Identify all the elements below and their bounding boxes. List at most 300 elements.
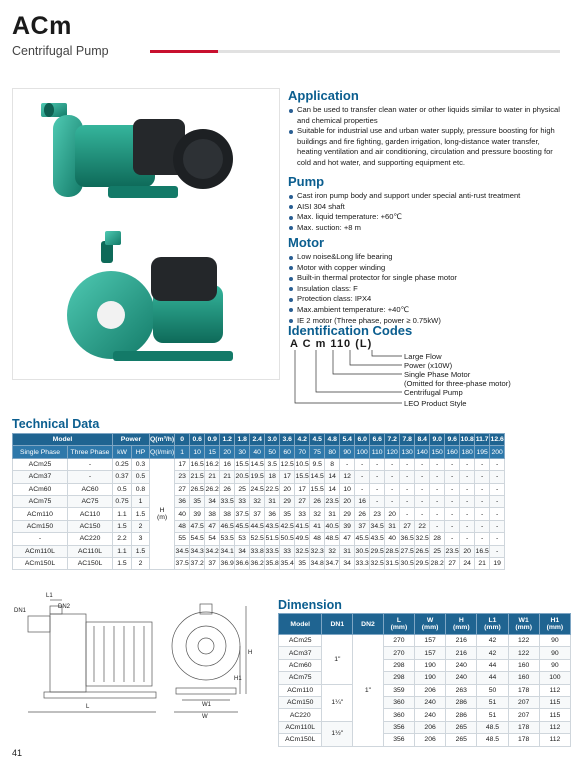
cell-head-value: 34.8 bbox=[310, 557, 325, 569]
dim-col-header bbox=[446, 614, 477, 635]
col-header-flow-lmin: 30 bbox=[235, 446, 250, 458]
col-header-flow-lmin: 80 bbox=[325, 446, 340, 458]
cell-head-value: 29 bbox=[280, 495, 295, 507]
dim-col-name: W bbox=[426, 617, 434, 624]
cell-head-value: 15.5 bbox=[310, 483, 325, 495]
motor-item: IE 2 motor (Three phase, power ≥ 0.75kW) bbox=[288, 316, 560, 327]
pump-heading: Pump bbox=[288, 174, 325, 189]
cell-head-value: 20 bbox=[460, 545, 475, 557]
motor-heading: Motor bbox=[288, 235, 325, 250]
cell-head-value: - bbox=[430, 483, 445, 495]
dim-col-header bbox=[383, 614, 414, 635]
cell-head-value: 38 bbox=[220, 508, 235, 520]
pump-illustration bbox=[13, 89, 279, 379]
cell-head-value: - bbox=[415, 471, 430, 483]
cell-h1: 100 bbox=[539, 672, 570, 684]
cell-head-value: 55 bbox=[175, 533, 190, 545]
col-header-flow-lmin: 90 bbox=[340, 446, 355, 458]
cell-kw: 1.5 bbox=[113, 520, 132, 532]
cell-head-value: 19.5 bbox=[250, 471, 265, 483]
identification-code: A C m 110 (L) bbox=[290, 338, 373, 350]
cell-l: 298 bbox=[383, 672, 414, 684]
col-header-model: Model bbox=[13, 434, 113, 446]
pump-photo-bottom bbox=[67, 231, 233, 361]
cell-head-value: - bbox=[445, 508, 460, 520]
cell-head-value: 21.5 bbox=[190, 471, 205, 483]
cell-hp: 2 bbox=[132, 520, 150, 532]
cell-head-value: 37 bbox=[250, 508, 265, 520]
cell-w: 190 bbox=[415, 672, 446, 684]
drawing-label-dn1: DN1 bbox=[14, 608, 27, 614]
cell-head-value: 53.5 bbox=[220, 533, 235, 545]
cell-l1: 51 bbox=[477, 696, 508, 708]
cell-head-value: 40 bbox=[385, 533, 400, 545]
cell-head-value: 32 bbox=[325, 545, 340, 557]
dimension-heading: Dimension bbox=[278, 598, 342, 612]
cell-head-value: 45.5 bbox=[235, 520, 250, 532]
cell-head-value: - bbox=[430, 508, 445, 520]
cell-head-value: 35 bbox=[295, 557, 310, 569]
cell-head-value: 16.2 bbox=[205, 458, 220, 470]
dim-col-header bbox=[477, 614, 508, 635]
cell-head-value: 35 bbox=[190, 495, 205, 507]
cell-head-value: 36 bbox=[175, 495, 190, 507]
cell-head-value: 26 bbox=[220, 483, 235, 495]
cell-model: ACm37 bbox=[279, 647, 322, 659]
pump-list bbox=[288, 191, 560, 233]
cell-kw: 1.5 bbox=[113, 557, 132, 569]
col-header-flow: 2.4 bbox=[250, 434, 265, 446]
cell-three-phase: AC110L bbox=[68, 545, 113, 557]
cell-head-value: - bbox=[385, 483, 400, 495]
cell-head-value: 33 bbox=[295, 508, 310, 520]
cell-kw: 1.1 bbox=[113, 508, 132, 520]
cell-head-value: 27 bbox=[175, 483, 190, 495]
cell-kw: 2.2 bbox=[113, 533, 132, 545]
cell-head-value: 48.5 bbox=[325, 533, 340, 545]
cell-head-value: 24.5 bbox=[250, 483, 265, 495]
cell-l: 356 bbox=[383, 721, 414, 733]
cell-head-value: - bbox=[445, 458, 460, 470]
cell-hp: 0.3 bbox=[132, 458, 150, 470]
cell-head-value: 18 bbox=[265, 471, 280, 483]
cell-head-value: 34.1 bbox=[220, 545, 235, 557]
cell-head-value: 20.5 bbox=[235, 471, 250, 483]
cell-head-value: - bbox=[475, 495, 490, 507]
cell-model: ACm150L bbox=[279, 734, 322, 746]
cell-w1: 160 bbox=[508, 659, 539, 671]
cell-head-value: 36.2 bbox=[250, 557, 265, 569]
cell-head-value: - bbox=[475, 520, 490, 532]
cell-h1: 90 bbox=[539, 635, 570, 647]
cell-h1: 115 bbox=[539, 696, 570, 708]
cell-head-value: 39 bbox=[340, 520, 355, 532]
cell-head-value: 17 bbox=[175, 458, 190, 470]
application-item: Can be used to transfer clean water or other liquids similar to water in physical and chemical properties bbox=[288, 105, 560, 126]
application-heading: Application bbox=[288, 88, 359, 103]
cell-head-value: 12 bbox=[340, 471, 355, 483]
cell-head-value: 20 bbox=[280, 483, 295, 495]
cell-model: ACm150 bbox=[279, 696, 322, 708]
dim-col-name: H1 bbox=[550, 617, 560, 624]
cell-l: 270 bbox=[383, 635, 414, 647]
cell-head-value: 37 bbox=[205, 557, 220, 569]
cell-head-value: 49.5 bbox=[295, 533, 310, 545]
cell-head-value: 37.5 bbox=[235, 508, 250, 520]
cell-h: 216 bbox=[446, 647, 477, 659]
table-row bbox=[13, 495, 505, 507]
table-row bbox=[279, 684, 571, 696]
cell-head-value: 48 bbox=[175, 520, 190, 532]
cell-head-value: - bbox=[415, 483, 430, 495]
cell-head-value: 31.5 bbox=[385, 557, 400, 569]
col-header-flow: 9.6 bbox=[445, 434, 460, 446]
brand-title: ACm bbox=[12, 12, 72, 40]
cell-model: ACm60 bbox=[279, 659, 322, 671]
cell-head-value: 20 bbox=[340, 495, 355, 507]
cell-head-value: 27 bbox=[295, 495, 310, 507]
cell-head-value: - bbox=[355, 458, 370, 470]
side-view-drawing bbox=[172, 604, 246, 712]
cell-head-value: 28 bbox=[430, 533, 445, 545]
cell-head-value: - bbox=[460, 483, 475, 495]
cell-three-phase: AC60 bbox=[68, 483, 113, 495]
col-header-flow: 3.0 bbox=[265, 434, 280, 446]
cell-head-value: 36 bbox=[265, 508, 280, 520]
col-header-flow: 0.9 bbox=[205, 434, 220, 446]
cell-head-value: 31 bbox=[385, 520, 400, 532]
dim-col-unit: (mm) bbox=[546, 624, 564, 631]
cell-head-value: 52.5 bbox=[250, 533, 265, 545]
cell-head-value: 47 bbox=[205, 520, 220, 532]
table-row bbox=[13, 458, 505, 470]
drawing-label-l: L bbox=[86, 704, 90, 710]
cell-head-value: 33.5 bbox=[220, 495, 235, 507]
col-header-flow-lmin: 150 bbox=[430, 446, 445, 458]
cell-head-value: - bbox=[385, 458, 400, 470]
cell-head-value: 51.5 bbox=[265, 533, 280, 545]
cell-head-value: 28.5 bbox=[385, 545, 400, 557]
cell-head-value: - bbox=[490, 458, 505, 470]
col-header-q-m3h: Q(m³/h) bbox=[150, 434, 175, 446]
col-header-flow: 10.8 bbox=[460, 434, 475, 446]
cell-head-value: - bbox=[490, 483, 505, 495]
dim-col-header bbox=[415, 614, 446, 635]
cell-head-value: 3.5 bbox=[265, 458, 280, 470]
technical-heading: Technical Data bbox=[12, 417, 100, 431]
cell-head-value: 46.5 bbox=[220, 520, 235, 532]
cell-head-value: 33 bbox=[235, 495, 250, 507]
cell-head-value: - bbox=[415, 495, 430, 507]
cell-h1: 90 bbox=[539, 647, 570, 659]
cell-head-value: 26.5 bbox=[415, 545, 430, 557]
page-number: 41 bbox=[12, 748, 23, 758]
cell-head-value: 22.5 bbox=[265, 483, 280, 495]
cell-head-value: - bbox=[340, 458, 355, 470]
cell-head-value: - bbox=[445, 471, 460, 483]
dim-col-header bbox=[353, 614, 384, 635]
dimension-table bbox=[278, 613, 571, 747]
table-header-row bbox=[13, 434, 505, 446]
table-row bbox=[13, 471, 505, 483]
header-rule-accent bbox=[150, 50, 218, 53]
cell-hp: 0.8 bbox=[132, 483, 150, 495]
cell-single-phase: ACm110L bbox=[13, 545, 68, 557]
col-header-flow-lmin: 10 bbox=[190, 446, 205, 458]
cell-head-value: 36.6 bbox=[235, 557, 250, 569]
cell-head-value: 31 bbox=[325, 508, 340, 520]
cell-head-value: 28.2 bbox=[430, 557, 445, 569]
cell-head-value: - bbox=[430, 471, 445, 483]
col-header-q-lmin: Q(l/min) bbox=[150, 446, 175, 458]
cell-model: ACm75 bbox=[279, 672, 322, 684]
cell-l1: 48.5 bbox=[477, 734, 508, 746]
cell-h: 216 bbox=[446, 635, 477, 647]
cell-h: 240 bbox=[446, 659, 477, 671]
id-heading-wrap bbox=[288, 323, 412, 338]
dim-col-unit: (mm) bbox=[452, 624, 470, 631]
col-header-flow: 11.7 bbox=[475, 434, 490, 446]
cell-single-phase: ACm150L bbox=[13, 557, 68, 569]
cell-head-value: - bbox=[490, 520, 505, 532]
cell-single-phase: ACm25 bbox=[13, 458, 68, 470]
cell-head-value: - bbox=[400, 508, 415, 520]
cell-head-value: 34 bbox=[235, 545, 250, 557]
dimension-drawings bbox=[14, 596, 262, 724]
cell-model: AC220 bbox=[279, 709, 322, 721]
cell-head-value: - bbox=[475, 458, 490, 470]
cell-head-value: - bbox=[370, 471, 385, 483]
dim-col-unit: (mm) bbox=[484, 624, 501, 631]
cell-head-value: 32.3 bbox=[310, 545, 325, 557]
cell-head-value: 17 bbox=[295, 483, 310, 495]
drawing-label-w1: W1 bbox=[202, 702, 211, 708]
col-header-single-phase: Single Phase bbox=[13, 446, 68, 458]
cell-head-value: - bbox=[445, 483, 460, 495]
cell-h1: 115 bbox=[539, 709, 570, 721]
col-header-flow: 0 bbox=[175, 434, 190, 446]
cell-three-phase: AC75 bbox=[68, 495, 113, 507]
cell-head-value: - bbox=[400, 471, 415, 483]
cell-three-phase: - bbox=[68, 471, 113, 483]
cell-head-label bbox=[150, 458, 175, 570]
dim-header-row bbox=[279, 614, 571, 635]
col-header-flow: 12.6 bbox=[490, 434, 505, 446]
table-row bbox=[13, 508, 505, 520]
cell-head-value: 34.5 bbox=[370, 520, 385, 532]
drawing-label-l1: L1 bbox=[46, 593, 53, 599]
cell-head-value: 41 bbox=[310, 520, 325, 532]
cell-head-value: 14 bbox=[325, 483, 340, 495]
table-row bbox=[279, 635, 571, 647]
dim-col-unit: (mm) bbox=[421, 624, 439, 631]
cell-head-value: 54.5 bbox=[190, 533, 205, 545]
col-header-kw: kW bbox=[113, 446, 132, 458]
cell-head-value: 33.5 bbox=[265, 545, 280, 557]
cell-h: 286 bbox=[446, 709, 477, 721]
cell-head-value: 36.5 bbox=[400, 533, 415, 545]
cell-head-value: 48 bbox=[310, 533, 325, 545]
cell-head-value: 27 bbox=[445, 557, 460, 569]
cell-head-value: 8 bbox=[325, 458, 340, 470]
cell-head-value: 10 bbox=[340, 483, 355, 495]
cell-hp: 3 bbox=[132, 533, 150, 545]
cell-head-value: 43.5 bbox=[370, 533, 385, 545]
id-label-large-flow: Large Flow bbox=[404, 352, 442, 361]
cell-head-value: 47 bbox=[340, 533, 355, 545]
application-item: Suitable for industrial use and urban water supply, pressure boosting for high buildings and fire fighting, garden irrigation, long-distance water transfer, heating ventilation and air conditioning, circulation and pressure boosting for cold and hot water, and supporting equipment etc. bbox=[288, 126, 560, 168]
cell-head-value: 34.5 bbox=[175, 545, 190, 557]
cell-head-value: - bbox=[490, 545, 505, 557]
cell-head-value: 16 bbox=[220, 458, 235, 470]
cell-h: 265 bbox=[446, 721, 477, 733]
application-section bbox=[288, 88, 560, 169]
cell-model: ACm25 bbox=[279, 635, 322, 647]
cell-kw: 0.75 bbox=[113, 495, 132, 507]
cell-head-value: 21 bbox=[205, 471, 220, 483]
cell-head-value: 32 bbox=[310, 508, 325, 520]
cell-single-phase: ACm110 bbox=[13, 508, 68, 520]
cell-hp: 1.5 bbox=[132, 508, 150, 520]
cell-head-value: 26 bbox=[310, 495, 325, 507]
col-header-flow-lmin: 60 bbox=[280, 446, 295, 458]
cell-l: 356 bbox=[383, 734, 414, 746]
cell-head-value: 32.5 bbox=[370, 557, 385, 569]
cell-head-value: 40 bbox=[175, 508, 190, 520]
cell-head-value: 29.5 bbox=[415, 557, 430, 569]
identification-heading: Identification Codes bbox=[288, 323, 413, 338]
cell-h: 240 bbox=[446, 672, 477, 684]
cell-head-value: - bbox=[385, 495, 400, 507]
cell-head-value: - bbox=[355, 471, 370, 483]
pump-photo-top bbox=[41, 103, 233, 198]
table-row bbox=[279, 721, 571, 733]
cell-head-value: - bbox=[445, 533, 460, 545]
col-header-flow-lmin: 100 bbox=[355, 446, 370, 458]
cell-head-value: - bbox=[445, 495, 460, 507]
cell-head-value: - bbox=[490, 495, 505, 507]
cell-head-value: 23 bbox=[175, 471, 190, 483]
col-header-flow-lmin: 1 bbox=[175, 446, 190, 458]
cell-head-value: 16.5 bbox=[475, 545, 490, 557]
cell-head-value: - bbox=[385, 471, 400, 483]
cell-w: 157 bbox=[415, 635, 446, 647]
cell-head-value: - bbox=[430, 520, 445, 532]
col-header-flow: 9.0 bbox=[430, 434, 445, 446]
cell-l1: 44 bbox=[477, 672, 508, 684]
drawing-label-h1: H1 bbox=[234, 676, 242, 682]
cell-head-value: - bbox=[460, 520, 475, 532]
cell-head-value: - bbox=[400, 483, 415, 495]
motor-item: Insulation class: F bbox=[288, 284, 560, 295]
cell-head-value: 15.5 bbox=[235, 458, 250, 470]
front-view-drawing bbox=[28, 600, 156, 712]
cell-head-value: 47.5 bbox=[190, 520, 205, 532]
cell-head-value: - bbox=[475, 508, 490, 520]
cell-head-value: 35 bbox=[280, 508, 295, 520]
col-header-hp: HP bbox=[132, 446, 150, 458]
cell-head-value: 27 bbox=[400, 520, 415, 532]
cell-head-value: - bbox=[415, 508, 430, 520]
cell-head-value: - bbox=[475, 471, 490, 483]
id-label-product-style: LEO Product Style bbox=[404, 399, 467, 408]
cell-head-value: - bbox=[415, 458, 430, 470]
col-header-power: Power bbox=[113, 434, 150, 446]
cell-w1: 178 bbox=[508, 721, 539, 733]
cell-head-value: 21 bbox=[475, 557, 490, 569]
brand-subtitle: Centrifugal Pump bbox=[12, 44, 109, 58]
cell-head-value: 33.3 bbox=[355, 557, 370, 569]
cell-h: 265 bbox=[446, 734, 477, 746]
motor-item: Max.ambient temperature: +40℃ bbox=[288, 305, 560, 316]
cell-head-value: 54 bbox=[205, 533, 220, 545]
cell-head-value: 34.7 bbox=[325, 557, 340, 569]
table-row bbox=[13, 557, 505, 569]
table-row bbox=[13, 483, 505, 495]
cell-head-value: 14 bbox=[325, 471, 340, 483]
dim-col-name: W1 bbox=[518, 617, 529, 624]
cell-kw: 1.1 bbox=[113, 545, 132, 557]
cell-hp: 1 bbox=[132, 495, 150, 507]
col-header-flow: 3.6 bbox=[280, 434, 295, 446]
cell-head-value: 23.5 bbox=[325, 495, 340, 507]
cell-head-value: - bbox=[445, 520, 460, 532]
pump-item: Max. suction: +8 m bbox=[288, 223, 560, 234]
col-header-flow: 0.6 bbox=[190, 434, 205, 446]
cell-head-value: 29 bbox=[340, 508, 355, 520]
cell-three-phase: - bbox=[68, 458, 113, 470]
dim-col-header bbox=[322, 614, 353, 635]
cell-head-value: 26 bbox=[355, 508, 370, 520]
dim-col-name: L1 bbox=[488, 617, 497, 624]
cell-head-value: - bbox=[370, 483, 385, 495]
cell-head-value: 14.5 bbox=[310, 471, 325, 483]
cell-head-value: 44.5 bbox=[250, 520, 265, 532]
cell-head-value: 34.2 bbox=[205, 545, 220, 557]
cell-h1: 90 bbox=[539, 659, 570, 671]
cell-head-value: 37.5 bbox=[175, 557, 190, 569]
motor-item: Built-in thermal protector for single phase motor bbox=[288, 273, 560, 284]
dim-col-unit: (mm) bbox=[515, 624, 532, 631]
col-header-flow: 4.5 bbox=[310, 434, 325, 446]
pump-item: AISI 304 shaft bbox=[288, 202, 560, 213]
cell-head-value: 24 bbox=[460, 557, 475, 569]
col-header-flow: 6.6 bbox=[370, 434, 385, 446]
cell-head-value: 42.5 bbox=[280, 520, 295, 532]
table-row bbox=[13, 520, 505, 532]
cell-h: 263 bbox=[446, 684, 477, 696]
col-header-flow-lmin: 195 bbox=[475, 446, 490, 458]
cell-three-phase: AC150L bbox=[68, 557, 113, 569]
cell-dn1: 1½" bbox=[322, 721, 353, 746]
cell-head-value: - bbox=[460, 471, 475, 483]
cell-w: 190 bbox=[415, 659, 446, 671]
col-header-flow-lmin: 110 bbox=[370, 446, 385, 458]
col-header-flow: 1.2 bbox=[220, 434, 235, 446]
cell-head-value: 37 bbox=[355, 520, 370, 532]
col-header-flow-lmin: 160 bbox=[445, 446, 460, 458]
cell-w1: 207 bbox=[508, 696, 539, 708]
col-header-flow: 7.2 bbox=[385, 434, 400, 446]
cell-head-value: 29.5 bbox=[370, 545, 385, 557]
motor-list bbox=[288, 252, 560, 326]
col-header-flow: 7.8 bbox=[400, 434, 415, 446]
cell-l: 360 bbox=[383, 709, 414, 721]
cell-three-phase: AC110 bbox=[68, 508, 113, 520]
cell-l1: 51 bbox=[477, 709, 508, 721]
cell-l: 360 bbox=[383, 696, 414, 708]
cell-head-value: 41.5 bbox=[295, 520, 310, 532]
